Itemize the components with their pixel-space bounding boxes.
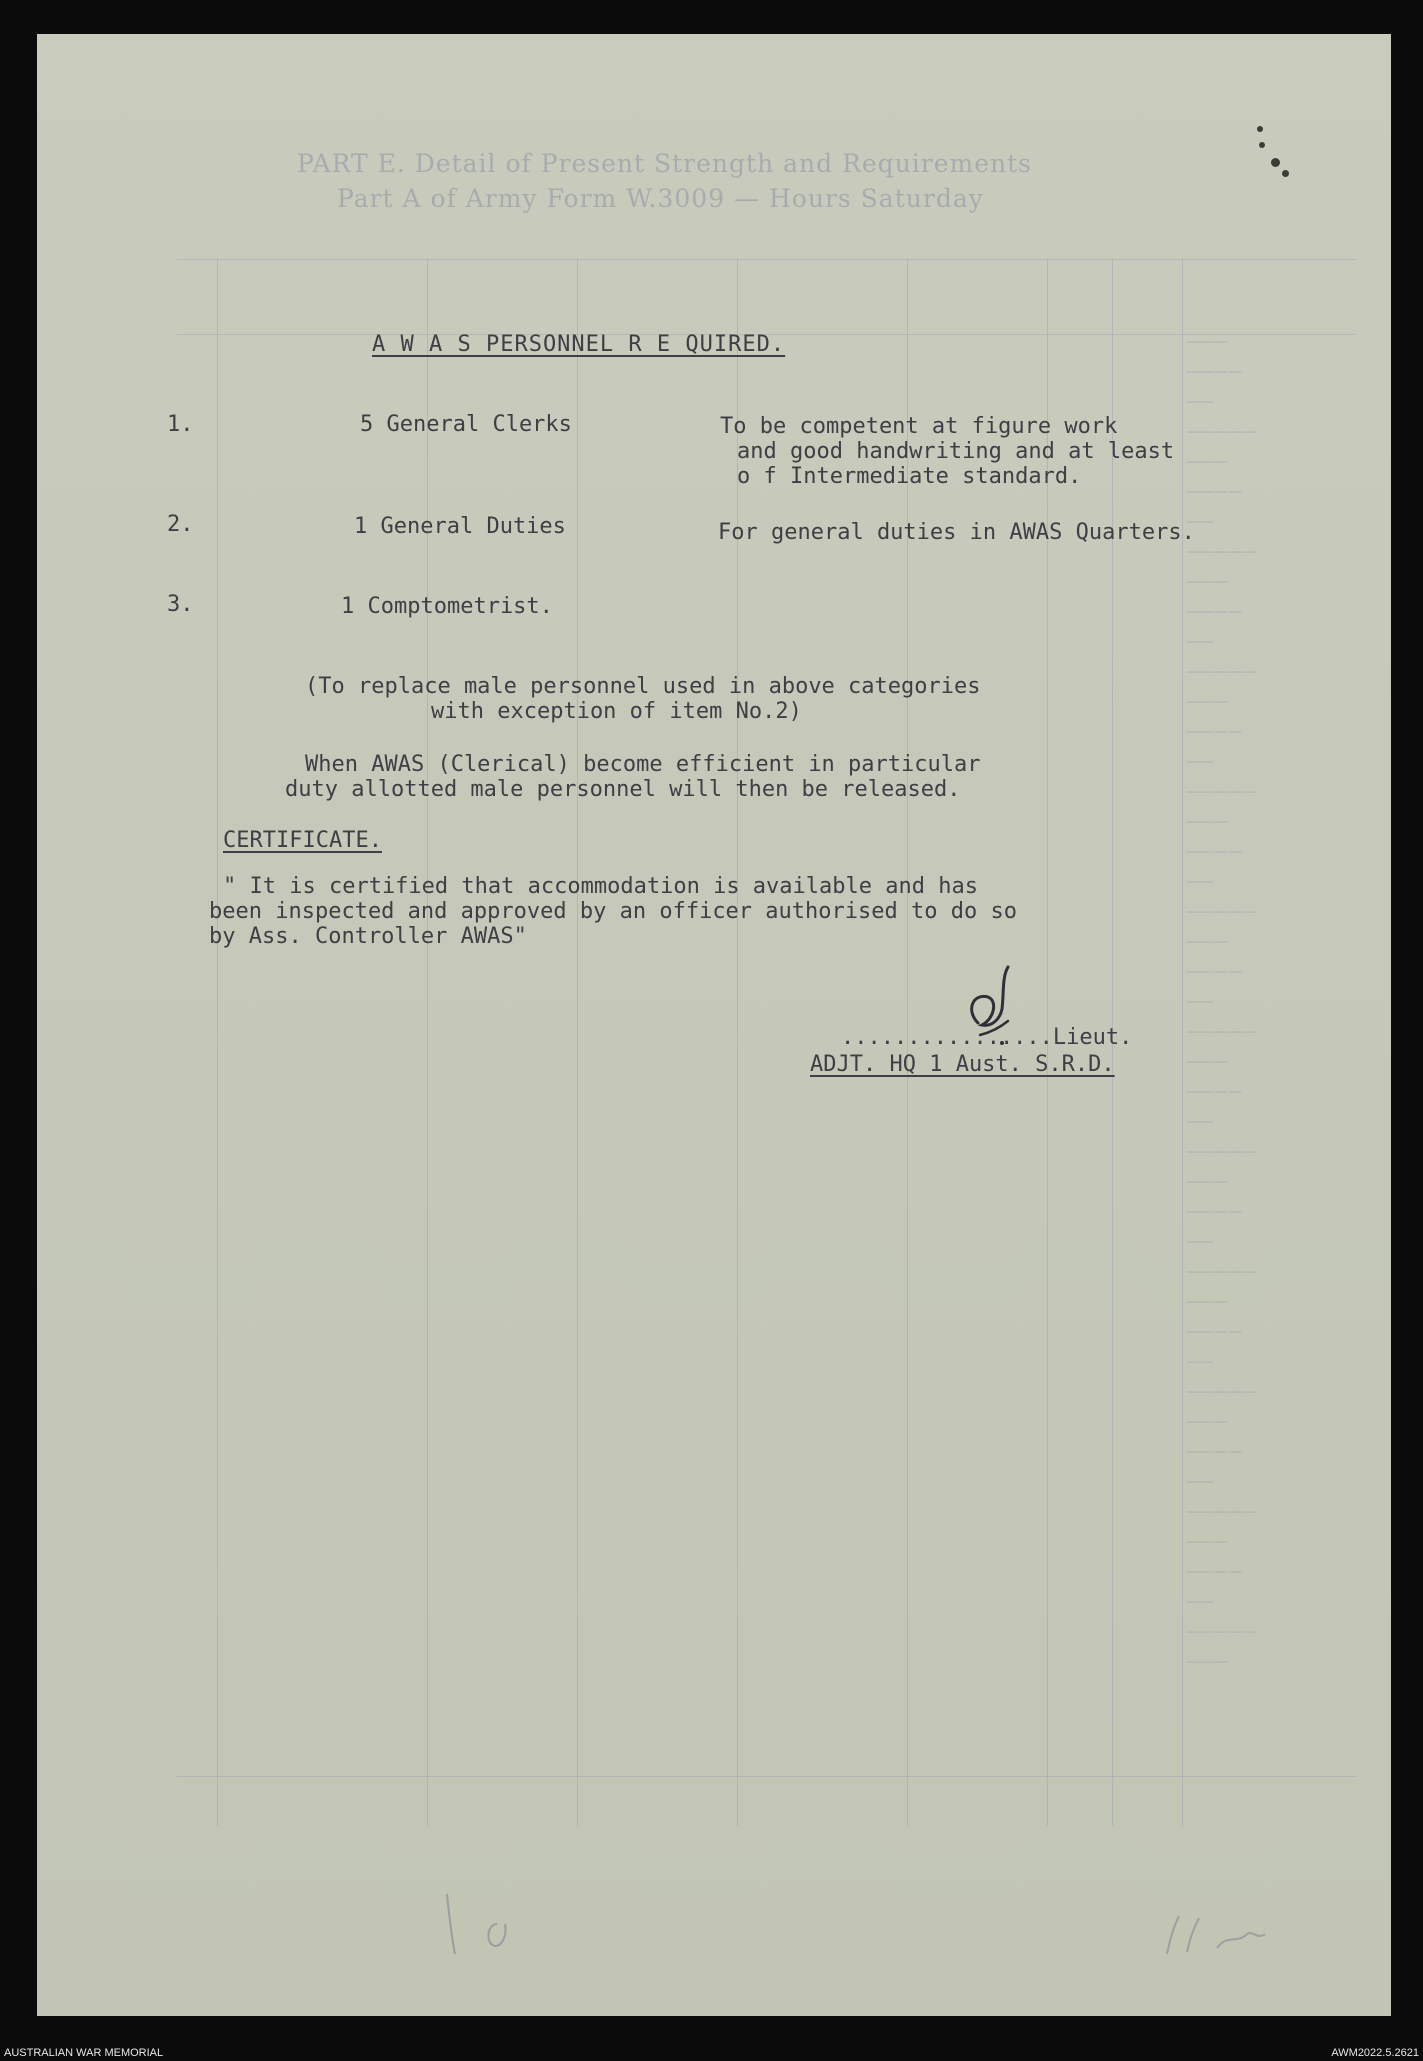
- document-page: [37, 34, 1391, 2016]
- punch-hole: [1282, 170, 1289, 177]
- efficiency-line: When AWAS (Clerical) become efficient in particular: [305, 752, 981, 777]
- punch-hole: [1271, 158, 1280, 167]
- note-line: (To replace male personnel used in above categories: [305, 674, 981, 699]
- certificate-line: been inspected and approved by an officer authorised to do so: [209, 899, 1017, 924]
- show-through-column: [737, 259, 738, 1826]
- show-through-rule: [177, 259, 1356, 260]
- item-number: 3.: [167, 592, 194, 617]
- pencil-mark: [437, 1884, 557, 1964]
- footer-credit: AUSTRALIAN WAR MEMORIAL: [4, 2047, 164, 2059]
- item-number: 2.: [167, 512, 194, 537]
- item-requirement: 5 General Clerks: [360, 412, 572, 437]
- footer-accession-number: AWM2022.5.2621: [1331, 2047, 1419, 2059]
- pencil-mark: [1157, 1904, 1277, 1964]
- show-through-rule: [177, 1776, 1356, 1777]
- efficiency-line: duty allotted male personnel will then be released.: [285, 777, 961, 802]
- certificate-heading: CERTIFICATE.: [223, 828, 382, 853]
- show-through-column: [577, 259, 578, 1826]
- item-description: and good handwriting and at least: [737, 439, 1175, 464]
- show-through-column: [217, 259, 218, 1826]
- show-through-heading: PART E. Detail of Present Strength and Requirements: [297, 149, 1033, 178]
- item-number: 1.: [167, 412, 194, 437]
- signature-title: ADJT. HQ 1 Aust. S.R.D.: [810, 1052, 1115, 1077]
- show-through-labels: ——— ———— —— ————— ——— ———— —— ————— ——— ———— —— ————— ——— ———— —— ————— ——— ———— —— ————— ——— ———— —— ————— ——— ———— —— ————— ——— ———— —— ————— ——— ———— —— ————— ——— ———— —— ————— ——— ———— —— ————— ———: [1186, 334, 1256, 1670]
- punch-hole: [1257, 126, 1263, 132]
- certificate-line: by Ass. Controller AWAS": [209, 924, 527, 949]
- note-line: with exception of item No.2): [431, 699, 802, 724]
- item-requirement: 1 General Duties: [354, 514, 566, 539]
- item-description: For general duties in AWAS Quarters.: [718, 520, 1195, 545]
- item-requirement: 1 Comptometrist.: [341, 594, 553, 619]
- show-through-subheading: Part A of Army Form W.3009 — Hours Saturday: [337, 184, 984, 213]
- certificate-line: " It is certified that accommodation is available and has: [223, 874, 978, 899]
- item-description: o f Intermediate standard.: [737, 464, 1082, 489]
- item-description: To be competent at figure work: [720, 414, 1118, 439]
- show-through-column: [1182, 259, 1183, 1826]
- punch-hole: [1259, 142, 1265, 148]
- document-title: A W A S PERSONNEL R E QUIRED.: [372, 332, 786, 357]
- show-through-column: [427, 259, 428, 1826]
- signature-line: ................Lieut.: [841, 1025, 1133, 1050]
